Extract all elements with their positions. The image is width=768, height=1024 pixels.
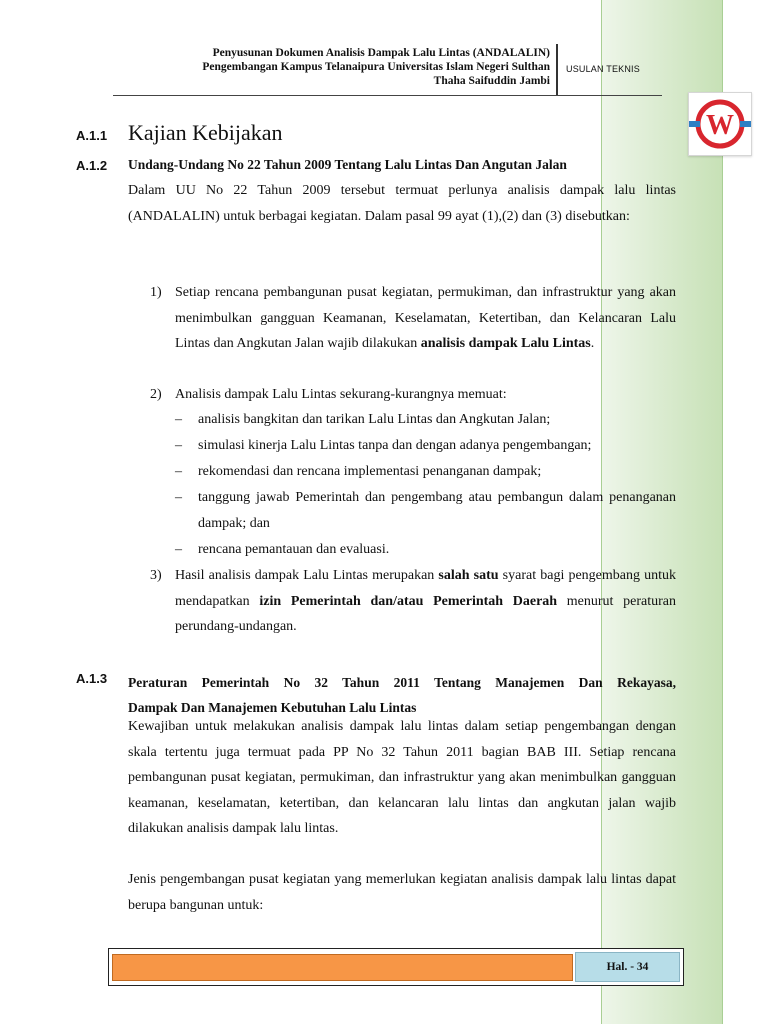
header-tag: USULAN TEKNIS xyxy=(566,64,640,74)
section-a13-paragraph-2: Jenis pengembangan pusat kegiatan yang memerlukan kegiatan analisis dampak lalu lintas dapat berupa bangunan untuk: xyxy=(128,872,676,913)
logo-w-icon xyxy=(689,93,751,155)
bullet-item-1: analisis bangkitan dan tarikan Lalu Lintas dan Angkutan Jalan; xyxy=(198,412,551,427)
section-title-kajian-kebijakan: Kajian Kebijakan xyxy=(128,120,283,145)
list-item-3-text-c: menurut peraturan perundang-undangan. xyxy=(175,593,676,635)
company-logo xyxy=(688,92,752,156)
section-a12-intro: Dalam UU No 22 Tahun 2009 tersebut termuat perlunya analisis dampak lalu lintas (ANDALALIN) untuk berbagai kegiatan. Dalam pasal 99 ayat (1),(2) dan (3) disebutkan: xyxy=(128,183,676,224)
list-item-1 xyxy=(175,280,676,357)
bullet-item-5: rencana pemantauan dan evaluasi. xyxy=(198,542,390,557)
list-item-2: Analisis dampak Lalu Lintas sekurang-kurangnya memuat: xyxy=(175,387,507,402)
list-item-3-bold-b: izin Pemerintah dan/atau Pemerintah Daerah xyxy=(259,593,558,609)
section-number-a13: A.1.3 xyxy=(76,671,108,686)
list-item-3-text-b: syarat bagi pengembang untuk mendapatkan xyxy=(175,568,676,609)
list-item-3 xyxy=(175,563,676,640)
document-header xyxy=(120,46,550,88)
header-line-2: Pengembangan Kampus Telanaipura Universitas Islam Negeri Sulthan xyxy=(202,61,550,73)
header-line-1: Penyusunan Dokumen Analisis Dampak Lalu Lintas (ANDALALIN) xyxy=(212,47,550,59)
section-title-pp-32-line-1: Peraturan Pemerintah No 32 Tahun 2011 Tentang Manajemen Dan Rekayasa, xyxy=(128,675,676,690)
bullet-dash-2: – xyxy=(175,438,182,453)
logo-letter: W xyxy=(706,110,734,141)
page-number: Hal. - 34 xyxy=(575,952,680,982)
bullet-dash-4: – xyxy=(175,490,182,505)
list-item-1-text: Setiap rencana pembangunan pusat kegiatan, permukiman, dan infrastruktur yang akan menimbulkan gangguan Keamanan, Keselamatan, Ketertiban, dan Kelancaran Lalu Lintas dan Angkutan Jalan wajib dilakukan xyxy=(175,285,676,352)
section-number-a12: A.1.2 xyxy=(76,158,108,173)
bullet-dash-5: – xyxy=(175,542,182,557)
bullet-dash-1: – xyxy=(175,412,182,427)
bullet-item-2: simulasi kinerja Lalu Lintas tanpa dan dengan adanya pengembangan; xyxy=(198,438,592,453)
list-number-1: 1) xyxy=(150,285,162,300)
bullet-item-4: tanggung jawab Pemerintah dan pengembang atau pembangun dalam penanganan dampak; dan xyxy=(198,490,676,531)
section-title-uu-22: Undang-Undang No 22 Tahun 2009 Tentang Lalu Lintas Dan Angutan Jalan xyxy=(128,157,567,172)
list-number-3: 3) xyxy=(150,568,162,583)
section-number-a11: A.1.1 xyxy=(76,128,108,143)
bullet-dash-3: – xyxy=(175,464,182,479)
bullet-item-3: rekomendasi dan rencana implementasi penanganan dampak; xyxy=(198,464,542,479)
section-title-pp-32 xyxy=(128,670,676,720)
list-number-2: 2) xyxy=(150,387,162,402)
footer-orange-bar xyxy=(112,954,573,981)
header-rule xyxy=(113,95,662,96)
list-item-3-text-a: Hasil analisis dampak Lalu Lintas merupakan xyxy=(175,568,439,583)
list-item-3-bold-a: salah satu xyxy=(438,568,499,583)
section-a13-paragraph-1: Kewajiban untuk melakukan analisis dampak lalu lintas dalam setiap pengembangan dengan skala tertentu juga termuat pada PP No 32 Tahun 2011 bagian BAB III. Setiap rencana pembangunan pusat kegiatan, permukiman, dan infrastruktur yang akan menimbulkan gangguan keamanan, keselamatan, ketertiban, dan kelancaran lalu lintas dan angkutan jalan wajib dilakukan analisis dampak lalu lintas. xyxy=(128,719,676,837)
header-divider xyxy=(556,44,558,96)
list-item-1-end: . xyxy=(590,336,595,352)
section-title-pp-32-line-2: Dampak Dan Manajemen Kebutuhan Lalu Lintas xyxy=(128,700,417,715)
list-item-1-bold: analisis dampak Lalu Lintas xyxy=(420,336,591,352)
header-line-3: Thaha Saifuddin Jambi xyxy=(433,75,550,87)
